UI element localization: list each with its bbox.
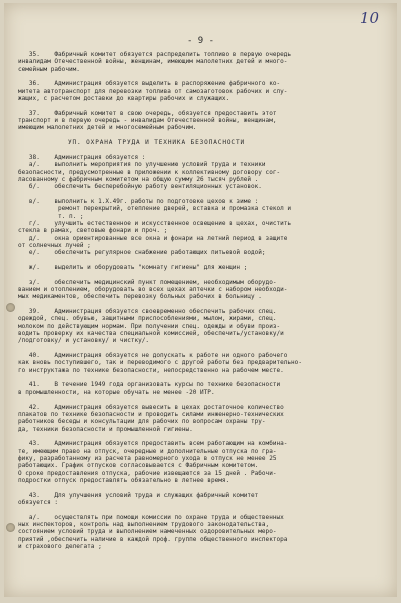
text-line: в промышленности, на которые обучать не менее -20 ИТР. [18, 388, 215, 396]
text-line: подростки отпуск предоставлять обязательно в летнее время. [18, 476, 230, 484]
text-line: в/. выполнить к 1.Х.49г. работы по подготовке цехов к зиме : [18, 197, 259, 205]
text-line: 36. Администрация обязуется выделить в распоряжение фабричного ко- [18, 80, 281, 88]
text-line: имеющим малолетних детей и многосемейным рабочим. [18, 124, 197, 132]
text-line: как вновь поступившего, так и переводимого с другой работы без предварительно- [18, 359, 302, 367]
text-line [18, 301, 387, 308]
text-line: одеждой, спец. обувью, защитными приспособлениями, мылом, жирами, спец. [18, 315, 277, 323]
page-number: - 9 - [186, 36, 215, 46]
text-line: от солнечных лучей ; [18, 241, 91, 249]
punch-hole [6, 523, 15, 532]
text-line: а/. выполнить мероприятия по улучшению условий труда и техники [18, 161, 266, 169]
document-page [4, 3, 397, 597]
text-line: семейным рабочим. [18, 65, 80, 73]
text-line: и страхового делегата ; [18, 543, 102, 551]
text-line: да, техники безопасности и промышленной гигиены. [18, 425, 193, 433]
text-line: г/. улучшить естественное и искусственное освещение в цехах, очистить [18, 219, 292, 227]
text-line: ж/. выделить и оборудовать "комнату гигиены" для женщин ; [18, 263, 248, 271]
text-line [18, 374, 387, 381]
text-line: т. п. ; [18, 212, 84, 220]
text-line [18, 484, 387, 491]
text-line: О сроке предоставления отпуска, рабочие извещаются за 15 дней . Рабочи- [18, 469, 277, 477]
text-line: работников беседы и консультации для рабочих по вопросам охраны тру- [18, 418, 266, 426]
text-line: те, имеющим право на отпуск, очередные и дополнительные отпуска по гра- [18, 447, 277, 455]
text-line: б/. обеспечить бесперебойную работу вентиляционных установок. [18, 183, 262, 191]
punch-hole [6, 303, 15, 312]
text-line: /подготовку/ и установку/ и чистку/. [18, 337, 150, 345]
section-heading: УП. ОХРАНА ТРУДА И ТЕХНИКА БЕЗОПАСНОСТИ [18, 139, 246, 147]
text-line: фику, разработанному из расчета равномерного ухода в отпуск не менее 25 [18, 454, 277, 462]
text-line [18, 146, 387, 153]
text-line [18, 345, 387, 352]
text-line [18, 271, 387, 278]
text-line: го инструктажа по технике безопасности, непосредственно на рабочем месте. [18, 366, 284, 374]
text-line: 43. Администрация обязуется предоставить всем работающим на комбина- [18, 440, 288, 448]
text-line: инвалидам Отечественной войны, женщинам, имеющим малолетних детей и много- [18, 58, 288, 66]
text-line: е/. обеспечить регулярное снабжение работающих питьевой водой; [18, 249, 266, 257]
text-line: 43. Для улучшения условий труда и служащих фабричный комитет [18, 491, 259, 499]
text-line: 41. В течение 1949 года организовать курсы по технике безопасности [18, 381, 281, 389]
text-line: ласованному с фабричным комитетом на общую сумму 26 тысяч рублей . [18, 175, 259, 183]
text-line: ванием и отоплением, оборудовать во всех цехах аптечки с набором необходи- [18, 286, 288, 293]
text-line: 42. Администрация обязуется вывесить в цехах достаточное количество [18, 403, 284, 411]
text-line: 39. Администрация обязуется своевременно обеспечить рабочих спец. [18, 308, 277, 316]
text-line: митета автотранспорт для перевозки топлива от самозаготовок рабочих и слу- [18, 87, 288, 95]
text-line [18, 396, 387, 403]
text-line [18, 191, 387, 198]
text-line: ремонт перекрытий, отепление дверей, вставка и промазка стекол и [18, 205, 292, 213]
text-line: ных инспекторов, контроль над выполнением трудового законодательства, [18, 521, 270, 528]
text-line: работающих. График отпусков согласовывается с Фабричным комитетом. [18, 462, 259, 470]
text-line: молоком по действующим нормам. При получении спец. одежды и обуви произ- [18, 322, 281, 330]
text-line: жащих, с расчетом доставки до квартиры рабочих и служащих. [18, 95, 230, 103]
text-line: состоянием условий труда и выполнением намеченных оздоровительных меро- [18, 528, 277, 536]
text-line [18, 73, 387, 80]
text-line: мых медикаментов, обеспечить перевозку больных рабочих в больницу . [18, 293, 262, 301]
folio-number: 10 [359, 9, 379, 27]
text-line: 37. Фабричный комитет в свою очередь, обязуется предоставить этот [18, 109, 277, 117]
text-line: 40. Администрация обязуется не допускать к работе ни одного рабочего [18, 352, 288, 360]
text-line: водить проверку их качества специальной комиссией, обеспечить/установку/и [18, 330, 284, 338]
text-line [18, 506, 387, 513]
text-line: д/. окна ориентированные все окна и фонари на летний период в защите [18, 234, 288, 242]
text-line: безопасности, предусмотренные в приложении к коллективному договору сог- [18, 168, 281, 176]
text-line: обязуется : [18, 498, 59, 506]
text-line: 35. Фабричный комитет обязуется распределить топливо в первую очередь [18, 51, 292, 58]
text-line [18, 433, 387, 440]
text-line: стекла в рамах, световые фонари и проч. ; [18, 227, 168, 235]
text-line [18, 257, 387, 264]
text-line [18, 132, 387, 139]
text-line [18, 102, 387, 109]
text-line: 38. Администрация обязуется : [18, 153, 146, 161]
text-line: з/. обеспечить медицинский пункт помещением, необходимым оборудо- [18, 278, 277, 286]
text-line: приятий ,обеспечить наличие в каждой проф. группе общественного инспектора [18, 535, 288, 543]
text-line: плакатов по технике безопасности и проводить силами инженерно-технических [18, 410, 284, 418]
document-body [18, 51, 387, 550]
text-line: а/. осуществлять при помощи комиссии по охране труда и общественных [18, 513, 284, 521]
text-line: транспорт и в первую очередь - инвалидам Отечественной войны, женщинам, [18, 117, 277, 125]
